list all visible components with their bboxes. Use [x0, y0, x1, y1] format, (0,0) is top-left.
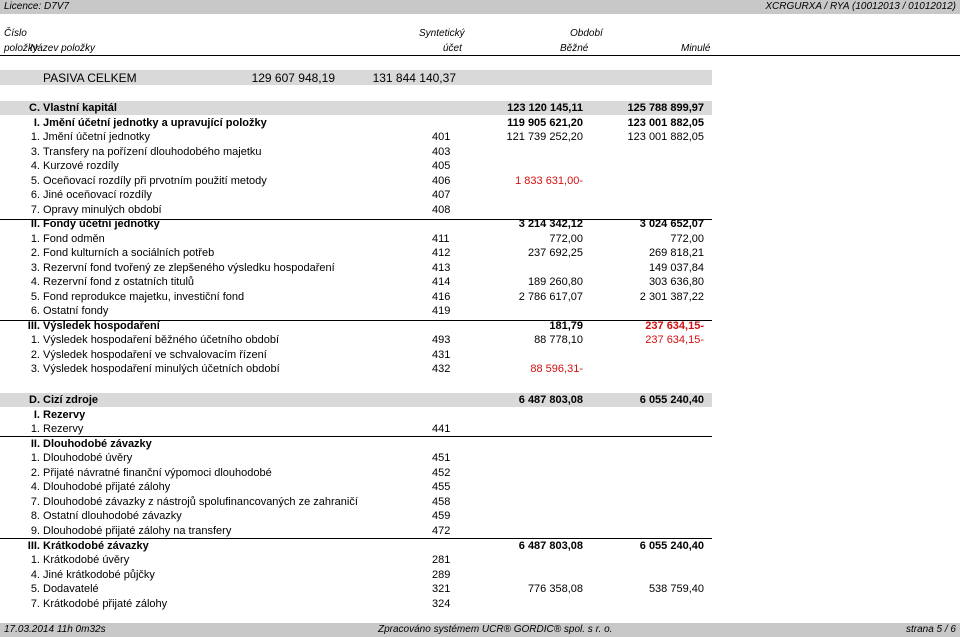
- row-name: Rezervy: [43, 408, 86, 421]
- table-row: [0, 160, 960, 173]
- row-number: II.: [30, 437, 40, 450]
- header-bezne: Běžné: [560, 43, 589, 54]
- row-account: 455: [432, 481, 451, 494]
- row-previous: 3 024 652,07: [639, 218, 704, 230]
- row-name: Rezervní fond z ostatních titulů: [43, 276, 195, 288]
- row-name: Výsledek hospodaření minulých účetních období: [43, 363, 280, 375]
- row-previous: 237 634,15-: [645, 334, 704, 346]
- footer-page: strana 5 / 6: [905, 624, 956, 635]
- row-number: 1.: [30, 554, 40, 567]
- row-account: 412: [432, 247, 451, 259]
- row-number: 1.: [30, 423, 40, 436]
- row-previous: 2 301 387,22: [639, 290, 704, 303]
- row-name: Vlastní kapitál: [43, 102, 117, 114]
- row-name: Krátkodobé přijaté zálohy: [43, 597, 168, 610]
- row-name: Krátkodobé závazky: [43, 539, 149, 552]
- row-number: 3.: [30, 363, 40, 375]
- row-name: Fond reprodukce majetku, investiční fond: [43, 290, 245, 303]
- row-account: 407: [432, 189, 451, 201]
- footer-bar: [0, 623, 960, 637]
- row-previous: 237 634,15-: [645, 319, 704, 332]
- row-previous: 269 818,21: [648, 247, 704, 259]
- row-number: 7.: [30, 495, 40, 508]
- header-nazev: Název položky: [30, 43, 96, 54]
- row-name: Oceňovací rozdíly při prvotním použití metody: [43, 174, 267, 187]
- header-synteticky: Syntetický: [419, 28, 465, 39]
- table-row: [0, 276, 960, 289]
- row-account: 414: [432, 276, 451, 288]
- row-number: 1.: [30, 452, 40, 465]
- row-account: 419: [432, 305, 451, 317]
- row-name: Cizí zdroje: [43, 394, 99, 406]
- row-current: 3 214 342,12: [518, 218, 583, 230]
- table-row: [0, 423, 960, 436]
- total-minule: 131 844 140,37: [372, 71, 456, 85]
- row-current: 237 692,25: [527, 247, 583, 259]
- header-ucet: účet: [443, 43, 462, 54]
- row-account: 406: [432, 174, 451, 187]
- table-row: [0, 233, 960, 246]
- header-minule: Minulé: [681, 43, 711, 54]
- row-account: 458: [432, 495, 451, 508]
- row-number: I.: [33, 116, 40, 129]
- total-label: PASIVA CELKEM: [43, 71, 137, 85]
- table-row: [0, 496, 960, 509]
- table-row: [0, 540, 960, 553]
- row-current: 88 596,31-: [530, 363, 583, 375]
- table-row: [0, 334, 960, 347]
- row-current: 6 487 803,08: [518, 394, 583, 406]
- row-number: C.: [29, 102, 40, 114]
- row-account: 452: [432, 466, 451, 479]
- row-name: Dlouhodobé závazky: [43, 437, 152, 450]
- row-account: 324: [432, 597, 451, 610]
- row-name: Přijaté návratné finanční výpomoci dlouhodobé: [43, 466, 272, 479]
- row-name: Výsledek hospodaření běžného účetního období: [43, 334, 280, 346]
- row-number: 4.: [30, 568, 40, 581]
- row-current: 189 260,80: [527, 276, 583, 288]
- row-name: Výsledek hospodaření ve schvalovacím řízení: [43, 348, 267, 361]
- row-number: 4.: [30, 276, 40, 288]
- row-name: Ostatní fondy: [43, 305, 109, 317]
- row-previous: 6 055 240,40: [639, 539, 704, 552]
- row-account: 472: [432, 524, 451, 537]
- table-row: [0, 117, 960, 130]
- row-number: 4.: [30, 481, 40, 494]
- table-row: [0, 247, 960, 260]
- row-account: 321: [432, 583, 451, 596]
- table-row: [0, 218, 960, 231]
- table-row: [0, 583, 960, 596]
- total-row: [0, 70, 712, 85]
- row-name: Jiné oceňovací rozdíly: [43, 189, 152, 201]
- row-name: Dlouhodobé přijaté zálohy na transfery: [43, 524, 232, 537]
- table-row: [0, 438, 960, 451]
- row-name: Opravy minulých období: [43, 203, 162, 216]
- row-name: Fond odměn: [43, 232, 105, 245]
- row-name: Dlouhodobé úvěry: [43, 452, 133, 465]
- row-number: 4.: [30, 160, 40, 172]
- row-name: Jiné krátkodobé půjčky: [43, 568, 155, 581]
- table-row: [0, 291, 960, 304]
- table-row: [0, 394, 960, 407]
- row-current: 121 739 252,20: [506, 131, 583, 143]
- row-account: 401: [432, 131, 451, 143]
- row-current: 772,00: [549, 232, 583, 245]
- row-number: 1.: [30, 131, 40, 143]
- row-account: 416: [432, 290, 451, 303]
- table-row: [0, 598, 960, 611]
- license-bar: [0, 0, 960, 14]
- table-row: [0, 204, 960, 217]
- row-account: 432: [432, 363, 451, 375]
- row-number: 5.: [30, 174, 40, 187]
- row-number: 1.: [30, 232, 40, 245]
- table-row: [0, 554, 960, 567]
- row-name: Transfery na pořízení dlouhodobého majetku: [43, 145, 262, 158]
- table-row: [0, 102, 960, 115]
- table-row: [0, 175, 960, 188]
- row-account: 451: [432, 452, 451, 465]
- table-row: [0, 305, 960, 318]
- row-name: Dodavatelé: [43, 583, 99, 596]
- table-row: [0, 409, 960, 422]
- row-previous: 772,00: [670, 232, 704, 245]
- row-account: 411: [432, 232, 450, 245]
- row-number: 2.: [30, 348, 40, 361]
- row-previous: 125 788 899,97: [627, 102, 704, 114]
- report-ident: XCRGURXA / RYA (10012013 / 01012012): [765, 1, 956, 12]
- row-current: 181,79: [549, 319, 583, 332]
- row-name: Jmění účetní jednotky a upravující položky: [43, 116, 267, 129]
- row-number: 6.: [30, 305, 40, 317]
- row-name: Fondy účetní jednotky: [43, 218, 160, 230]
- row-current: 119 905 621,20: [507, 116, 583, 129]
- row-account: 405: [432, 160, 451, 172]
- row-name: Dlouhodobé přijaté zálohy: [43, 481, 171, 494]
- row-number: III.: [27, 539, 40, 552]
- table-row: [0, 452, 960, 465]
- row-previous: 149 037,84: [648, 261, 704, 274]
- row-current: 6 487 803,08: [518, 539, 583, 552]
- table-row: [0, 363, 960, 376]
- row-number: II.: [30, 218, 40, 230]
- row-number: 5.: [30, 583, 40, 596]
- row-number: 8.: [30, 510, 40, 523]
- row-account: 441: [432, 423, 451, 436]
- row-previous: 303 636,80: [648, 276, 704, 288]
- header-divider: [0, 55, 960, 56]
- row-previous: 6 055 240,40: [639, 394, 704, 406]
- row-current: 1 833 631,00-: [515, 174, 583, 187]
- row-name: Rezervní fond tvořený ze zlepšeného výsledku hospodaření: [43, 261, 335, 274]
- row-account: 408: [432, 203, 451, 216]
- table-row: [0, 525, 960, 538]
- row-previous: 123 001 882,05: [627, 116, 704, 129]
- row-name: Ostatní dlouhodobé závazky: [43, 510, 182, 523]
- row-name: Dlouhodobé závazky z nástrojů spolufinancovaných ze zahraničí: [43, 495, 358, 508]
- row-number: 2.: [30, 466, 40, 479]
- row-previous: 538 759,40: [648, 583, 704, 596]
- licence-text: Licence: D7V7: [4, 1, 70, 12]
- footer-date: 17.03.2014 11h 0m32s: [4, 624, 106, 635]
- row-account: 403: [432, 145, 451, 158]
- total-bezne: 129 607 948,19: [251, 71, 335, 85]
- row-account: 431: [432, 348, 451, 361]
- header-obdobi: Období: [570, 28, 603, 39]
- row-name: Kurzové rozdíly: [43, 160, 119, 172]
- table-row: [0, 510, 960, 523]
- row-number: 1.: [30, 334, 40, 346]
- row-number: 7.: [30, 203, 40, 216]
- footer-processed: Zpracováno systémem UCR® GORDIC® spol. s r. o.: [378, 624, 613, 635]
- row-current: 123 120 145,11: [507, 102, 583, 114]
- row-account: 459: [432, 510, 451, 523]
- table-row: [0, 320, 960, 333]
- header-polozky: položky: [4, 43, 38, 54]
- row-number: III.: [27, 319, 40, 332]
- row-number: 7.: [30, 597, 40, 610]
- table-row: [0, 189, 960, 202]
- table-row: [0, 569, 960, 582]
- row-current: 2 786 617,07: [518, 290, 583, 303]
- table-row: [0, 146, 960, 159]
- row-account: 413: [432, 261, 451, 274]
- row-number: 6.: [30, 189, 40, 201]
- table-row: [0, 131, 960, 144]
- row-number: I.: [33, 408, 40, 421]
- table-row: [0, 481, 960, 494]
- row-number: D.: [29, 394, 40, 406]
- row-current: 776 358,08: [527, 583, 583, 596]
- row-name: Jmění účetní jednotky: [43, 131, 151, 143]
- row-name: Rezervy: [43, 423, 84, 436]
- row-name: Krátkodobé úvěry: [43, 554, 130, 567]
- table-row: [0, 467, 960, 480]
- row-account: 289: [432, 568, 451, 581]
- row-account: 281: [432, 554, 451, 567]
- row-number: 5.: [30, 290, 40, 303]
- row-account: 493: [432, 334, 451, 346]
- table-row: [0, 262, 960, 275]
- row-name: Fond kulturních a sociálních potřeb: [43, 247, 215, 259]
- row-number: 3.: [30, 261, 40, 274]
- header-cislo: Číslo: [4, 28, 27, 39]
- row-name: Výsledek hospodaření: [43, 319, 160, 332]
- row-previous: 123 001 882,05: [627, 131, 704, 143]
- row-number: 2.: [30, 247, 40, 259]
- row-number: 9.: [30, 524, 40, 537]
- row-number: 3.: [30, 145, 40, 158]
- table-row: [0, 349, 960, 362]
- row-current: 88 778,10: [534, 334, 583, 346]
